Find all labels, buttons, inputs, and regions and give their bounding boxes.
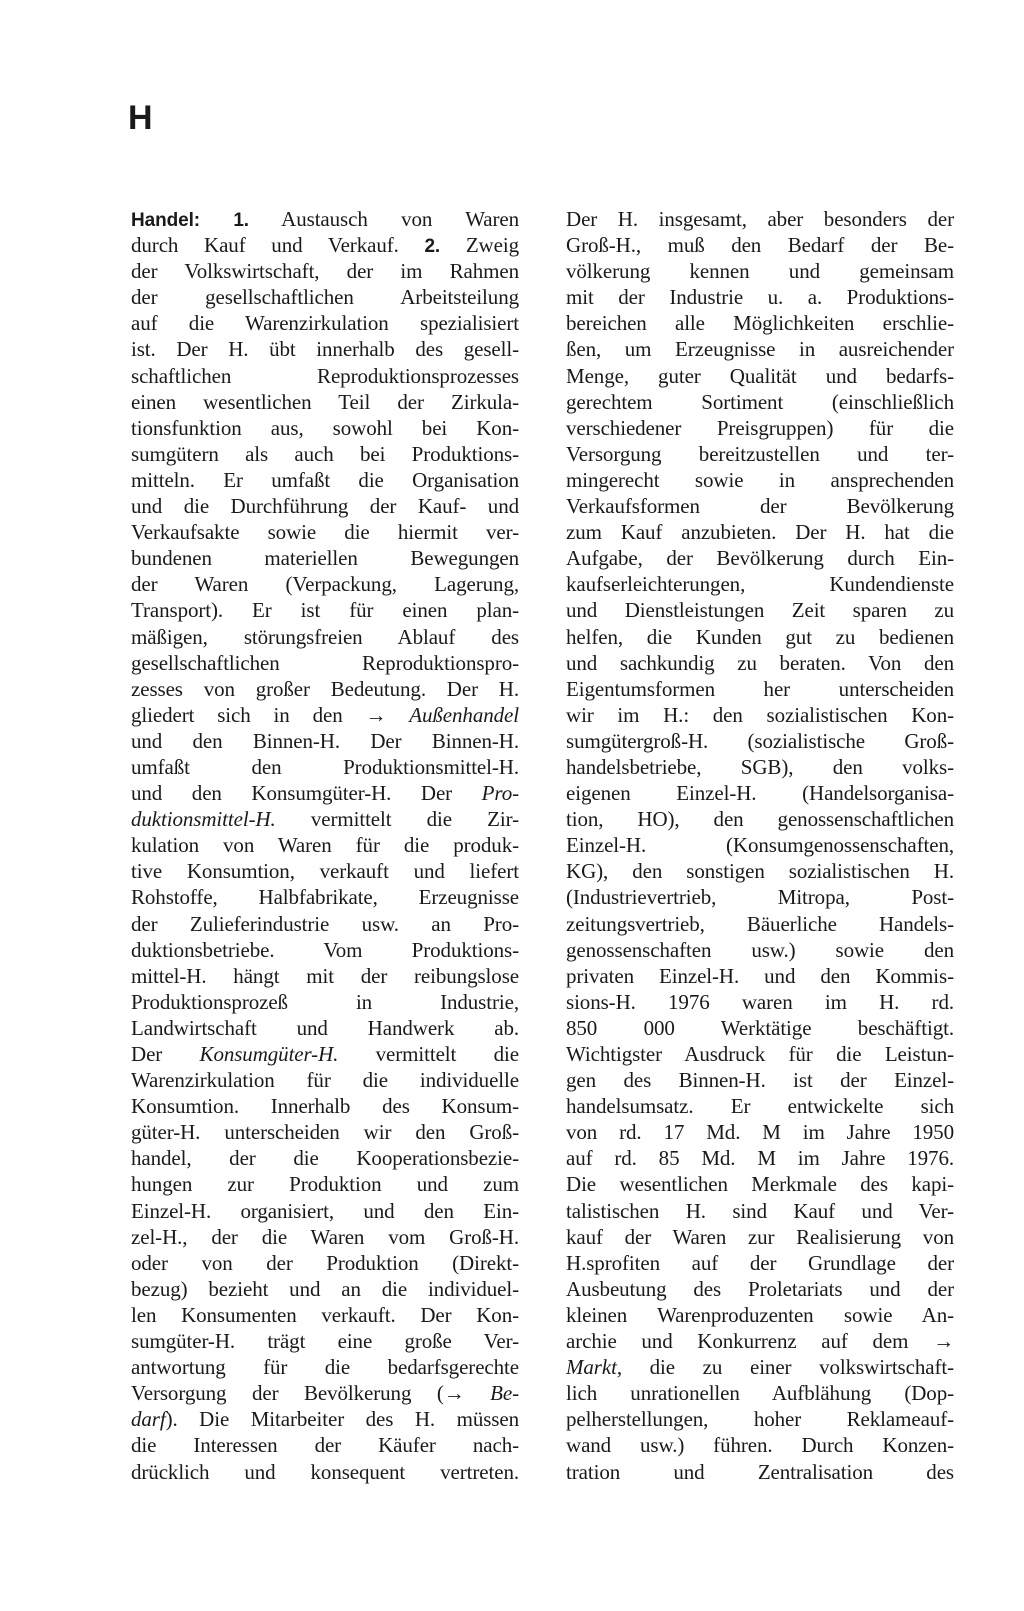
text-line bbox=[131, 650, 519, 676]
text-run: duktionsbetriebe. Vom Produktions- bbox=[131, 937, 519, 962]
text-run: zeitungsvertrieb, Bäuerliche Handels- bbox=[566, 911, 954, 936]
text-line bbox=[566, 1015, 954, 1041]
text-run: auf rd. 85 Md. M im Jahre 1976. bbox=[566, 1146, 954, 1171]
text-line bbox=[131, 336, 519, 362]
text-run: mit der Industrie u. a. Produktions- bbox=[566, 285, 954, 310]
text-run: gesellschaftlichen Reproduktionspro- bbox=[131, 650, 519, 675]
text-run: handelsbetriebe, SGB), den volks- bbox=[566, 754, 954, 779]
text-run: von rd. 17 Md. M im Jahre 1950 bbox=[566, 1120, 954, 1145]
text-run: kleinen Warenproduzenten sowie An- bbox=[566, 1302, 954, 1327]
text-run: der Zulieferindustrie usw. an Pro- bbox=[131, 911, 519, 936]
text-line bbox=[131, 832, 519, 858]
text-line bbox=[566, 258, 954, 284]
text-run: kaufserleichterungen, Kundendienste bbox=[566, 572, 954, 597]
text-run: ßen, um Erzeugnisse in ausreichender bbox=[566, 337, 954, 362]
text-line bbox=[131, 310, 519, 336]
text-run: Rohstoffe, Halbfabrikate, Erzeugnisse bbox=[131, 885, 519, 910]
text-run: kauf der Waren zur Realisierung von bbox=[566, 1224, 954, 1249]
text-run: zesses von großer Bedeutung. Der H. bbox=[131, 676, 519, 701]
text-line bbox=[131, 597, 519, 623]
text-line bbox=[566, 702, 954, 728]
text-line bbox=[131, 545, 519, 571]
text-line bbox=[131, 989, 519, 1015]
text-line bbox=[131, 232, 519, 258]
text-run: hungen zur Produktion und zum bbox=[131, 1172, 519, 1197]
text-line bbox=[131, 519, 519, 545]
text-run: und die Durchführung der Kauf- und bbox=[131, 494, 519, 519]
text-run: Aufgabe, der Bevölkerung durch Ein- bbox=[566, 546, 954, 571]
text-run: vermittelt die bbox=[338, 1042, 519, 1066]
text-run: Austausch von Waren bbox=[248, 207, 519, 231]
text-run: und sachkundig zu beraten. Von den bbox=[566, 650, 954, 675]
text-line bbox=[566, 493, 954, 519]
text-line bbox=[131, 1302, 519, 1328]
text-line bbox=[566, 1276, 954, 1302]
text-run: Die wesentlichen Merkmale des kapi- bbox=[566, 1172, 954, 1197]
text-run: Produktionsprozeß in Industrie, bbox=[131, 989, 519, 1014]
text-run: H.sprofiten auf der Grundlage der bbox=[566, 1250, 954, 1275]
text-line bbox=[566, 806, 954, 832]
text-run: Verkaufsakte sowie die hiermit ver- bbox=[131, 520, 519, 545]
text-run: Konsumtion. Innerhalb des Konsum- bbox=[131, 1094, 519, 1119]
text-line bbox=[566, 963, 954, 989]
text-run: gerechtem Sortiment (einschließlich bbox=[566, 389, 954, 414]
text-run: sumgüter-H. trägt eine große Ver- bbox=[131, 1329, 519, 1354]
text-run: Zweig bbox=[440, 233, 519, 258]
text-line bbox=[131, 728, 519, 754]
text-line bbox=[566, 571, 954, 597]
text-run: bereichen alle Möglichkeiten erschlie- bbox=[566, 311, 954, 336]
text-line bbox=[131, 206, 519, 232]
text-column-right bbox=[566, 206, 954, 1485]
text-line bbox=[566, 1432, 954, 1458]
text-run: lich unrationellen Aufblähung (Dop- bbox=[566, 1381, 954, 1406]
text-line bbox=[566, 1406, 954, 1432]
text-line bbox=[566, 1380, 954, 1406]
text-run: und Dienstleistungen Zeit sparen zu bbox=[566, 598, 954, 623]
text-run: Versorgung der Bevölkerung (→ bbox=[131, 1381, 491, 1406]
text-run: 850 000 Werktätige beschäftigt. bbox=[566, 1015, 954, 1040]
text-run: Einzel-H. (Konsumgenossenschaften, bbox=[566, 833, 954, 858]
text-run: ist. Der H. übt innerhalb des gesell- bbox=[131, 337, 519, 362]
text-run: talistischen H. sind Kauf und Ver- bbox=[566, 1198, 954, 1223]
text-run: einen wesentlichen Teil der Zirkula- bbox=[131, 389, 519, 414]
text-line bbox=[131, 963, 519, 989]
text-line bbox=[131, 1406, 519, 1432]
text-run: (Industrievertrieb, Mitropa, Post- bbox=[566, 885, 954, 910]
text-line bbox=[566, 1224, 954, 1250]
text-line bbox=[131, 937, 519, 963]
text-line bbox=[131, 571, 519, 597]
text-line bbox=[131, 754, 519, 780]
text-run: genossenschaften usw.) sowie den bbox=[566, 937, 954, 962]
text-run: verschiedener Preisgruppen) für die bbox=[566, 415, 954, 440]
text-line bbox=[131, 806, 519, 832]
italic-term: Markt bbox=[566, 1355, 617, 1380]
text-run: drücklich und konsequent vertreten. bbox=[131, 1459, 519, 1484]
text-line bbox=[566, 206, 954, 232]
text-line bbox=[131, 1145, 519, 1171]
text-run: Eigentumsformen her unterscheiden bbox=[566, 676, 954, 701]
text-run: güter-H. unterscheiden wir den Groß- bbox=[131, 1120, 519, 1145]
text-run: , die zu einer volkswirtschaft- bbox=[616, 1355, 954, 1380]
text-run: auf die Warenzirkulation spezialisiert bbox=[131, 311, 519, 336]
text-run: völkerung kennen und gemeinsam bbox=[566, 259, 954, 284]
text-line bbox=[131, 1198, 519, 1224]
text-line bbox=[566, 1145, 954, 1171]
italic-term: Pro- bbox=[481, 781, 519, 806]
text-line bbox=[131, 467, 519, 493]
text-line bbox=[131, 258, 519, 284]
text-line bbox=[131, 1380, 519, 1406]
text-line bbox=[566, 989, 954, 1015]
text-run: schaftlichen Reproduktionsprozesses bbox=[131, 363, 519, 388]
text-line bbox=[566, 858, 954, 884]
text-run: ). Die Mitarbeiter des H. müssen bbox=[165, 1407, 519, 1432]
italic-term: duktionsmittel-H. bbox=[131, 807, 276, 832]
text-line bbox=[131, 1354, 519, 1380]
text-line bbox=[566, 728, 954, 754]
text-line bbox=[566, 832, 954, 858]
text-run: bundenen materiellen Bewegungen bbox=[131, 546, 519, 571]
text-run: sumgütern als auch bei Produktions- bbox=[131, 441, 519, 466]
text-run: Der bbox=[131, 1042, 200, 1066]
text-line bbox=[566, 1302, 954, 1328]
text-line bbox=[566, 441, 954, 467]
text-line bbox=[566, 1198, 954, 1224]
text-run: mingerecht sowie in ansprechenden bbox=[566, 467, 954, 492]
text-line bbox=[566, 597, 954, 623]
text-run: der Waren (Verpackung, Lagerung, bbox=[131, 572, 519, 597]
text-run: und den Binnen-H. Der Binnen-H. bbox=[131, 728, 519, 753]
text-run: antwortung für die bedarfsgerechte bbox=[131, 1355, 519, 1380]
text-line bbox=[566, 310, 954, 336]
text-run: Warenzirkulation für die individuelle bbox=[131, 1068, 519, 1093]
text-run: KG), den sonstigen sozialistischen H. bbox=[566, 859, 954, 884]
text-line bbox=[566, 1459, 954, 1485]
text-line bbox=[131, 1328, 519, 1354]
text-run bbox=[200, 207, 233, 231]
text-run: pelherstellungen, hoher Reklameauf- bbox=[566, 1407, 954, 1432]
text-line bbox=[566, 232, 954, 258]
text-line bbox=[131, 1015, 519, 1041]
text-line bbox=[566, 1354, 954, 1380]
text-run: kulation von Waren für die produk- bbox=[131, 833, 519, 858]
text-line bbox=[131, 884, 519, 910]
text-run: sumgütergroß-H. (sozialistische Groß- bbox=[566, 728, 954, 753]
text-run: vermittelt die Zir- bbox=[275, 807, 519, 832]
text-run: Landwirtschaft und Handwerk ab. bbox=[131, 1015, 519, 1040]
text-line bbox=[566, 336, 954, 362]
text-line bbox=[566, 1067, 954, 1093]
text-run: len Konsumenten verkauft. Der Kon- bbox=[131, 1302, 519, 1327]
text-line bbox=[566, 884, 954, 910]
text-run: eigenen Einzel-H. (Handelsorganisa- bbox=[566, 781, 954, 806]
text-column-left bbox=[131, 206, 519, 1485]
section-letter: H bbox=[128, 99, 153, 137]
text-run: helfen, die Kunden gut zu bedienen bbox=[566, 624, 954, 649]
text-line bbox=[131, 702, 519, 728]
text-run: und den Konsumgüter-H. Der bbox=[131, 781, 482, 806]
text-run: zum Kauf anzubieten. Der H. hat die bbox=[566, 520, 954, 545]
text-run: mitteln. Er umfaßt die Organisation bbox=[131, 467, 519, 492]
text-line bbox=[131, 441, 519, 467]
text-line bbox=[131, 363, 519, 389]
text-line bbox=[131, 389, 519, 415]
keyword: Handel: bbox=[131, 210, 200, 231]
italic-term: Außenhandel bbox=[409, 702, 519, 727]
text-run: gen des Binnen-H. ist der Einzel- bbox=[566, 1068, 954, 1093]
text-line bbox=[131, 1119, 519, 1145]
text-run: sions-H. 1976 waren im H. rd. bbox=[566, 989, 954, 1014]
text-line bbox=[131, 1041, 519, 1067]
text-line bbox=[131, 676, 519, 702]
text-line bbox=[566, 389, 954, 415]
text-line bbox=[566, 1171, 954, 1197]
text-line bbox=[131, 415, 519, 441]
text-run: tion, HO), den genossenschaftlichen bbox=[566, 807, 954, 832]
text-run: Menge, guter Qualität und bedarfs- bbox=[566, 363, 954, 388]
text-line bbox=[566, 754, 954, 780]
keyword: 2. bbox=[424, 236, 441, 258]
text-line bbox=[566, 415, 954, 441]
text-run: umfaßt den Produktionsmittel-H. bbox=[131, 754, 519, 779]
italic-term: Be- bbox=[490, 1381, 519, 1406]
text-line bbox=[131, 284, 519, 310]
text-line bbox=[566, 467, 954, 493]
text-line bbox=[131, 858, 519, 884]
italic-term: Konsumgüter-H. bbox=[199, 1042, 339, 1066]
italic-term: darf bbox=[131, 1407, 166, 1432]
text-line bbox=[566, 545, 954, 571]
text-run: Ausbeutung des Proletariats und der bbox=[566, 1276, 954, 1301]
text-line bbox=[566, 1093, 954, 1119]
text-run: handelsumsatz. Er entwickelte sich bbox=[566, 1094, 954, 1119]
keyword: 1. bbox=[233, 210, 249, 231]
text-line bbox=[131, 1093, 519, 1119]
text-line bbox=[566, 1119, 954, 1145]
text-run: wand usw.) führen. Durch Konzen- bbox=[566, 1433, 954, 1458]
text-run: die Interessen der Käufer nach- bbox=[131, 1433, 519, 1458]
text-run: Der H. insgesamt, aber besonders der bbox=[566, 207, 954, 231]
text-line bbox=[566, 911, 954, 937]
text-line bbox=[131, 1171, 519, 1197]
text-line bbox=[566, 363, 954, 389]
text-line bbox=[131, 780, 519, 806]
text-line bbox=[131, 1276, 519, 1302]
text-line bbox=[131, 911, 519, 937]
text-run: gliedert sich in den → bbox=[131, 702, 410, 727]
text-run: tive Konsumtion, verkauft und liefert bbox=[131, 859, 519, 884]
text-line bbox=[131, 624, 519, 650]
text-line bbox=[131, 1459, 519, 1485]
text-line bbox=[131, 1067, 519, 1093]
text-run: handel, der die Kooperationsbezie- bbox=[131, 1146, 519, 1171]
text-run: archie und Konkurrenz auf dem → bbox=[566, 1329, 954, 1354]
text-run: privaten Einzel-H. und den Kommis- bbox=[566, 963, 954, 988]
text-line bbox=[131, 493, 519, 519]
text-line bbox=[566, 650, 954, 676]
text-run: Transport). Er ist für einen plan- bbox=[131, 598, 519, 623]
text-run: zel-H., der die Waren vom Groß-H. bbox=[131, 1224, 519, 1249]
text-line bbox=[566, 937, 954, 963]
text-line bbox=[566, 780, 954, 806]
text-run: durch Kauf und Verkauf. bbox=[131, 233, 425, 258]
text-line bbox=[566, 284, 954, 310]
text-line bbox=[566, 676, 954, 702]
text-run: Verkaufsformen der Bevölkerung bbox=[566, 494, 954, 519]
text-line bbox=[131, 1224, 519, 1250]
text-run: wir im H.: den sozialistischen Kon- bbox=[566, 702, 954, 727]
text-run: mäßigen, störungsfreien Ablauf des bbox=[131, 624, 519, 649]
text-run: Groß-H., muß den Bedarf der Be- bbox=[566, 233, 954, 258]
text-run: tionsfunktion aus, sowohl bei Kon- bbox=[131, 415, 519, 440]
text-run: Wichtigster Ausdruck für die Leistun- bbox=[566, 1042, 954, 1066]
text-line bbox=[566, 519, 954, 545]
text-line bbox=[566, 1041, 954, 1067]
text-line bbox=[131, 1250, 519, 1276]
text-run: mittel-H. hängt mit der reibungslose bbox=[131, 963, 519, 988]
text-run: der gesellschaftlichen Arbeitsteilung bbox=[131, 285, 519, 310]
text-run: Versorgung bereitzustellen und ter- bbox=[566, 441, 954, 466]
text-line bbox=[566, 624, 954, 650]
text-line bbox=[566, 1250, 954, 1276]
text-run: tration und Zentralisation des bbox=[566, 1459, 954, 1484]
text-line bbox=[566, 1328, 954, 1354]
text-run: oder von der Produktion (Direkt- bbox=[131, 1250, 519, 1275]
text-run: Einzel-H. organisiert, und den Ein- bbox=[131, 1198, 519, 1223]
text-run: bezug) bezieht und an die individuel- bbox=[131, 1276, 519, 1301]
text-run: der Volkswirtschaft, der im Rahmen bbox=[131, 259, 519, 284]
text-line bbox=[131, 1432, 519, 1458]
